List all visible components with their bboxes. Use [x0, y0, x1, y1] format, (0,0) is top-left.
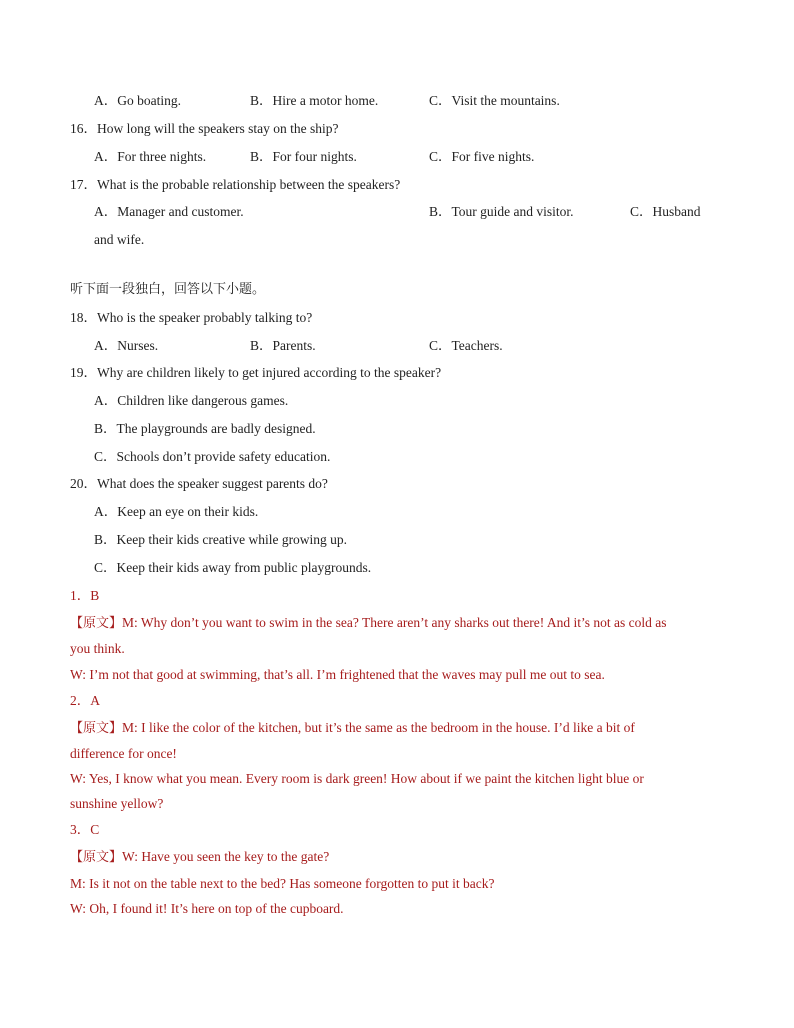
- q17-option-c-continued: and wife.: [94, 232, 145, 247]
- answer-3-text: W: Have you seen the key to the gate?: [122, 849, 330, 864]
- q19-option-a: A．Children like dangerous games.: [94, 393, 289, 408]
- q19-stem: 19．Why are children likely to get injured according to the speaker?: [70, 365, 442, 380]
- answer-2-line-4: sunshine yellow?: [70, 796, 164, 811]
- q20-option-b: B．Keep their kids creative while growing up.: [94, 532, 348, 547]
- answer-3-line-2: M: Is it not on the table next to the bed? Has someone forgotten to put it back?: [70, 876, 495, 891]
- q16-stem: 16．How long will the speakers stay on the ship?: [70, 121, 339, 136]
- q20-option-c: C．Keep their kids away from public playgrounds.: [94, 560, 372, 575]
- q20-stem: 20．What does the speaker suggest parents do?: [70, 476, 328, 491]
- answer-2-text: M: I like the color of the kitchen, but it’s the same as the bedroom in the house. I’d like a bit of: [122, 720, 635, 735]
- answer-3-line-1: [70, 848, 329, 867]
- q17-stem: 17．What is the probable relationship between the speakers?: [70, 177, 401, 192]
- q16-option-a: A．For three nights.: [94, 149, 207, 164]
- q19-option-b: B．The playgrounds are badly designed.: [94, 421, 316, 436]
- q17-option-b: B．Tour guide and visitor.: [429, 204, 574, 219]
- q17-option-a: A．Manager and customer.: [94, 204, 244, 219]
- answer-3-key: 3．C: [70, 822, 100, 837]
- answer-3-line-3: W: Oh, I found it! It’s here on top of the cupboard.: [70, 901, 344, 916]
- transcript-tag: 【原文】: [70, 721, 123, 736]
- q20-option-a: A．Keep an eye on their kids.: [94, 504, 259, 519]
- q18-option-c: C．Teachers.: [429, 338, 503, 353]
- answer-1-text: M: Why don’t you want to swim in the sea? There aren’t any sharks out there! And it’s not as cold as: [122, 615, 667, 630]
- transcript-tag: 【原文】: [70, 850, 123, 865]
- q15-option-a: A．Go boating.: [94, 93, 181, 108]
- answer-2-line-3: W: Yes, I know what you mean. Every room is dark green! How about if we paint the kitchen light blue or: [70, 771, 644, 786]
- q18-option-a: A．Nurses.: [94, 338, 159, 353]
- section-heading: 听下面一段独白，回答以下小题。: [70, 282, 266, 297]
- answer-2-line-2: difference for once!: [70, 746, 177, 761]
- answer-2-key: 2．A: [70, 693, 100, 708]
- q15-option-b: B．Hire a motor home.: [250, 93, 379, 108]
- answer-2-line-1: [70, 719, 635, 738]
- answer-1-key: 1．B: [70, 588, 100, 603]
- q15-option-c: C．Visit the mountains.: [429, 93, 560, 108]
- q16-option-c: C．For five nights.: [429, 149, 535, 164]
- q18-option-b: B．Parents.: [250, 338, 316, 353]
- q16-option-b: B．For four nights.: [250, 149, 357, 164]
- q19-option-c: C．Schools don’t provide safety education.: [94, 449, 331, 464]
- transcript-tag: 【原文】: [70, 616, 123, 631]
- answer-1-line-3: W: I’m not that good at swimming, that’s all. I’m frightened that the waves may pull me out to sea.: [70, 667, 605, 682]
- answer-1-line-2: you think.: [70, 641, 125, 656]
- q17-option-c: C．Husband: [630, 204, 701, 219]
- answer-1-line-1: [70, 614, 667, 633]
- q18-stem: 18．Who is the speaker probably talking to?: [70, 310, 313, 325]
